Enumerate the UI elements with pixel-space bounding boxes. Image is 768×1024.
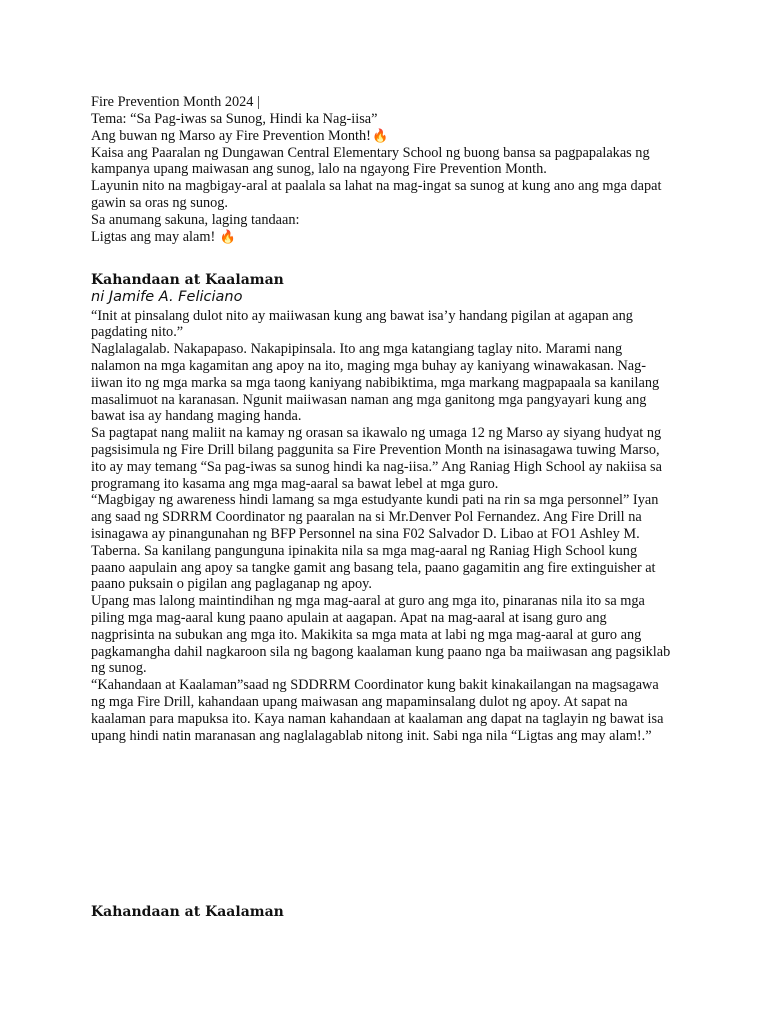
article-line: “Init at pinsalang dulot nito ay maiiwasan kung ang bawat isa’y handang pigilan at agapan ang — [91, 307, 633, 324]
article-line: pagdating nito.” — [91, 324, 184, 341]
announcement-line: gawin sa oras ng sunog. — [91, 194, 228, 211]
article-line: ng mga Fire Drill, kahandaan upang maiwasan ang mapaminsalang dulot ng apoy. At sapat na — [91, 693, 628, 710]
announcement-line: Layunin nito na magbigay-aral at paalala sa lahat na mag-ingat sa sunog at kung ano ang mga dapat — [91, 178, 662, 195]
announcement-line: Tema: “Sa Pag-iwas sa Sunog, Hindi ka Nag-iisa” — [91, 110, 378, 127]
article-block — [91, 272, 681, 745]
article-line: programang ito kasama ang mga mag-aaral sa bawat lebel at mga guro. — [91, 475, 499, 492]
article-line: kaalaman para mapuksa ito. Kaya naman kahandaan at kaalaman ang dapat na taglayin ng bawat isa — [91, 710, 664, 727]
article-line: ng sunog. — [91, 660, 147, 677]
article-line: isinagawa ay pinangunahan ng BFP Personnel na sina F02 Salvador D. Libao at FO1 Ashley M. — [91, 525, 640, 542]
article-line: paano aapulain ang apoy sa tangke gamit ang basang tela, paano gagamitin ang fire extinguisher at — [91, 559, 656, 576]
article-line: nalamon na mga kagamitan ang apoy na ito, maging mga buhay ay kaniyang winawakasan. Nag- — [91, 357, 647, 374]
announcement-line — [91, 128, 681, 145]
article-title: Kahandaan at Kaalaman — [91, 271, 284, 288]
article-line: iiwan ito ng mga marka sa mga taong kaniyang nabibiktima, mga markang magpapaala sa kanilang — [91, 374, 660, 391]
article-line: Upang mas lalong maintindihan ng mga mag-aaral at guro ang mga ito, pinaranas nila ito sa mga — [91, 593, 645, 610]
fire-icon: 🔥 — [371, 128, 389, 144]
article-line: masalimuot na karanasan. Ngunit maiiwasan naman ang mga ganitong mga pangyayari kung ang — [91, 391, 647, 408]
article-line: nagprisinta na subukan ang mga ito. Makikita sa mga mata at labi ng mga mag-aaral at guro ang — [91, 626, 642, 643]
fire-icon: 🔥 — [219, 229, 237, 245]
announcement-line-text: Ligtas ang may alam! — [91, 228, 216, 245]
second-article-title: Kahandaan at Kaalaman — [91, 904, 284, 920]
announcement-block — [91, 94, 681, 246]
article-line: Naglalagalab. Nakapapaso. Nakapipinsala. Ito ang mga katangiang taglay nito. Marami nang — [91, 341, 623, 358]
article-line: ito ay may temang “Sa pag-iwas sa sunog hindi ka nag-iisa.” Ang Raniag High School ay nakiisa sa — [91, 458, 662, 475]
article-line: Sa pagtapat nang maliit na kamay ng orasan sa ikawalo ng umaga 12 ng Marso ay siyang hudyat ng — [91, 425, 662, 442]
article-line: ang saad ng SDRRM Coordinator ng paaralan na si Mr.Denver Pol Fernandez. Ang Fire Drill na — [91, 509, 642, 526]
article-line: “Magbigay ng awareness hindi lamang sa mga estudyante kundi pati na rin sa mga personnel” Iyan — [91, 492, 659, 509]
announcement-line: kampanya upang maiwasan ang sunog, lalo na ngayong Fire Prevention Month. — [91, 161, 547, 178]
article-byline: ni Jamife A. Feliciano — [91, 288, 243, 305]
article-body — [91, 308, 681, 745]
announcement-line: Kaisa ang Paaralan ng Dungawan Central Elementary School ng buong bansa sa pagpapalakas ng — [91, 144, 650, 161]
article-line: “Kahandaan at Kaalaman”saad ng SDDRRM Coordinator kung bakit kinakailangan na magsagawa — [91, 677, 659, 694]
article-line: paano puksain o pigilan ang paglaganap ng apoy. — [91, 576, 372, 593]
article-line: pagsisimula ng Fire Drill bilang paggunita sa Fire Prevention Month na isinasagawa tuwing Marso, — [91, 441, 660, 458]
document-page — [91, 92, 681, 744]
announcement-line: Fire Prevention Month 2024 | — [91, 94, 260, 110]
article-line: bawat isa ay handang maging handa. — [91, 408, 302, 425]
article-line: piling mga mag-aaral kung paano apulain at aagapan. Apat na mag-aaral at isang guro ang — [91, 609, 607, 626]
article-line: pagkamangha dahil nagkaroon sila ng bagong kaalaman kung paano nga ba maiiwasan ang pagsiklab — [91, 643, 671, 660]
article-line: upang hindi natin maranasan ang naglalagablab nitong init. Sabi nga nila “Ligtas ang may alam!.” — [91, 727, 652, 744]
announcement-line — [91, 229, 681, 246]
announcement-line-text: Ang buwan ng Marso ay Fire Prevention Month! — [91, 127, 371, 144]
article-line: Taberna. Sa kanilang pangunguna ipinakita nila sa mga mag-aaral ng Raniag High School kung — [91, 542, 638, 559]
announcement-line: Sa anumang sakuna, laging tandaan: — [91, 211, 300, 228]
